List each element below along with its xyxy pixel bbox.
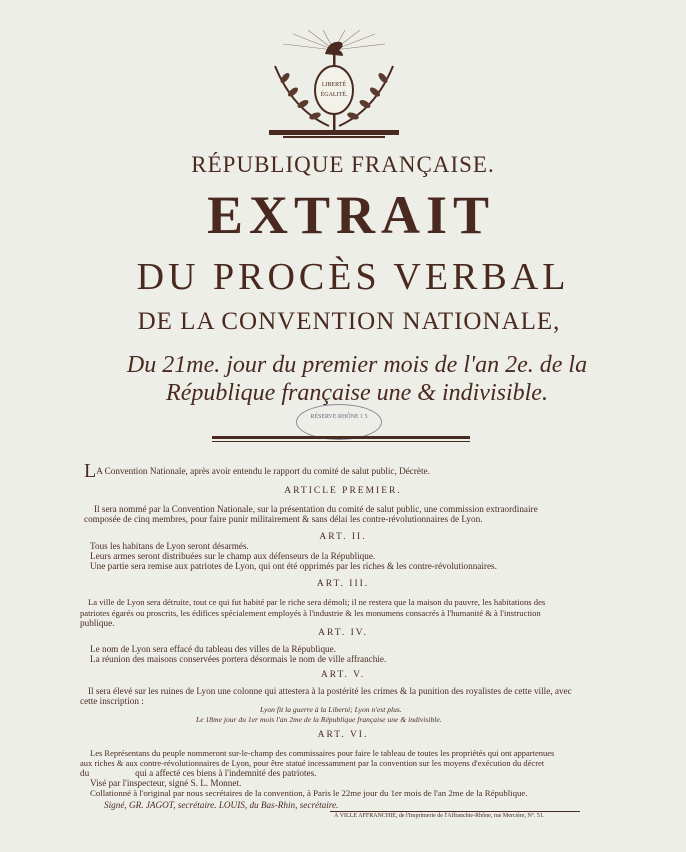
drop-cap: L — [84, 460, 97, 482]
document-subtitle: DU PROCÈS VERBAL — [136, 256, 570, 298]
republican-emblem — [263, 30, 405, 142]
article-1-line: Il sera nommé par la Convention Nationale, sur la présentation du comité de salut public, une commission extraordinaire — [94, 504, 538, 514]
article-3-heading: ART. III. — [316, 579, 370, 589]
visa-line: Visé par l'inspecteur, signé S. L. Monnet. — [90, 778, 242, 788]
article-2-heading: ART. II. — [319, 532, 367, 542]
article-2-line: Tous les habitans de Lyon seront désarmés. — [90, 541, 249, 551]
archive-stamp: RÉSERVE RHÔNE 1 5 — [296, 404, 382, 440]
article-5-line: Il sera élevé sur les ruines de Lyon une colonne qui attestera à la postérité les crimes & la punition des royalistes de cette ville, avec — [88, 686, 572, 696]
date-line-1: Du 21me. jour du premier mois de l'an 2e. de la — [126, 352, 588, 378]
collation-line: Collationné à l'original par nous secrétaires de la convention, à Paris le 22me jour du 1er mois de l'an 2me de la République. — [90, 788, 528, 798]
article-5-line: cette inscription : — [80, 696, 144, 706]
article-6-line: aux riches & aux contre-révolutionnaires de Lyon, pour être statué incessamment par la convention sur les moyens d'exécution du décret — [80, 758, 545, 768]
article-3-line: patriotes égarés ou proscrits, les édifices spécialement employés à l'industrie & les monumens consacrés à l'humanité & à l'instruction — [80, 608, 541, 618]
inscription-line-2: Le 18me jour du 1er mois l'an 2me de la République française une & indivisible. — [196, 715, 442, 724]
article-4-line: La réunion des maisons conservées portera désormais le nom de ville affranchie. — [90, 654, 387, 664]
decree-intro: A Convention Nationale, après avoir entendu le rapport du comité de salut public, Décrète. — [96, 466, 430, 476]
article-6-line: du qui a affecté ces biens à l'indemnité des patriotes. — [80, 768, 317, 778]
article-6-line: Les Représentans du peuple nommeront sur-le-champ des commissaires pour faire le tableau de toutes les propriétés qui ont appartenues — [90, 748, 555, 758]
article-6-heading: ART. VI. — [317, 730, 369, 740]
article-1-heading: ARTICLE PREMIER. — [284, 486, 402, 496]
printer-imprint: À VILLE AFFRANCHIE, de l'Imprimerie de l'Affranchie-Rhône, rue Mercière, Nº. 51. — [334, 813, 545, 819]
date-line-2: République française une & indivisible. — [166, 380, 548, 406]
header-rule — [212, 436, 470, 439]
article-3-line: publique. — [80, 618, 115, 628]
republic-heading: RÉPUBLIQUE FRANÇAISE. — [191, 152, 495, 177]
article-2-line: Leurs armes seront distribuées sur le champ aux défenseurs de la République. — [90, 551, 376, 561]
article-4-line: Le nom de Lyon sera effacé du tableau des villes de la République. — [90, 644, 337, 654]
document-title: EXTRAIT — [206, 185, 496, 245]
article-3-line: La ville de Lyon sera détruite, tout ce qui fut habité par le riche sera démoli; il ne restera que la maison du pauvre, les habitations des — [88, 597, 546, 607]
article-2-line: Une partie sera remise aux patriotes de Lyon, qui ont été opprimés par les riches & les contre-révolutionnaires. — [90, 561, 497, 571]
emblem-text-liberte: LIBERTÉ — [321, 82, 347, 88]
article-1-line: composée de cinq membres, pour faire punir militairement & sans délai les contre-révolutionnaires de Lyon. — [84, 514, 483, 524]
article-4-heading: ART. IV. — [318, 628, 368, 638]
article-5-heading: ART. V. — [320, 670, 366, 680]
emblem-text-egalite: ÉGALITÉ. — [320, 92, 348, 98]
header-rule-thin — [212, 441, 470, 442]
signatures: Signé, GR. JAGOT, secrétaire. LOUIS, du Bas-Rhin, secrétaire. — [104, 800, 339, 810]
inscription-line-1: Lyon fit la guerre à la Liberté; Lyon n'est plus. — [260, 705, 402, 714]
convention-heading: DE LA CONVENTION NATIONALE, — [137, 308, 561, 335]
footer-rule — [330, 811, 580, 812]
